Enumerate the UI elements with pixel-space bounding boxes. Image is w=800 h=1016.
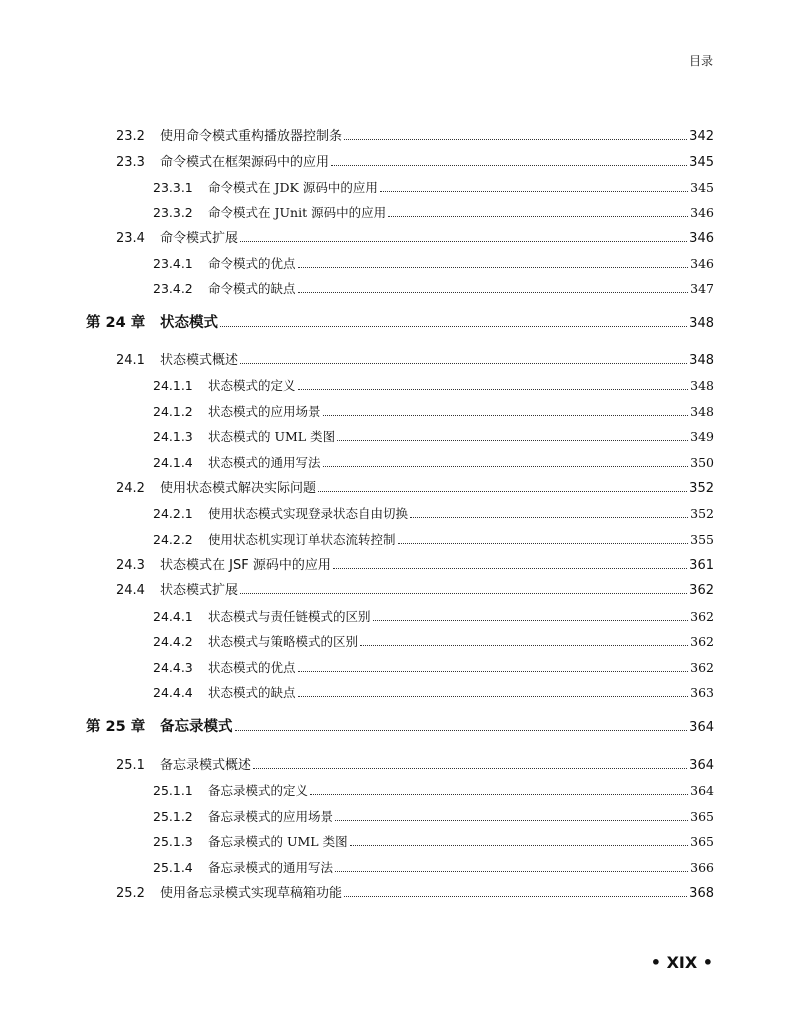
toc-entry-title: 命令模式扩展 [160, 231, 239, 246]
toc-entry-number: 24.1.1 [153, 378, 193, 393]
toc-entry[interactable] [153, 280, 714, 298]
toc-entry-number: 23.4.1 [153, 256, 193, 271]
toc-entry[interactable] [153, 255, 714, 273]
toc-entry-number: 24.2 [116, 481, 145, 496]
toc-entry-number: 24.4.1 [153, 609, 193, 624]
toc-entry-number: 24.3 [116, 558, 145, 573]
toc-entry-title: 备忘录模式 [160, 719, 233, 735]
toc-entry[interactable] [116, 352, 714, 370]
toc-entry-leader [380, 191, 688, 192]
toc-entry-page: 348 [690, 404, 714, 419]
toc-entry-number: 24.4.3 [153, 660, 193, 675]
toc-entry-page: 364 [690, 783, 714, 798]
toc-entry-title: 状态模式的定义 [208, 378, 296, 393]
toc-entry-number: 25.1.3 [153, 834, 193, 849]
toc-entry[interactable] [116, 757, 714, 775]
toc-entry[interactable] [116, 557, 714, 575]
toc-entry-leader [323, 466, 689, 467]
toc-entry-title: 命令模式在框架源码中的应用 [160, 155, 330, 170]
toc-entry-leader [350, 845, 689, 846]
toc-entry-number: 23.2 [116, 129, 145, 144]
toc-entry-page: 345 [689, 155, 714, 170]
toc-entry-title: 使用状态机实现订单状态流转控制 [208, 532, 396, 547]
toc-entry-page: 368 [689, 886, 714, 901]
page-header: 目录 [688, 54, 713, 68]
toc-entry-leader [298, 267, 689, 268]
toc-entry[interactable] [153, 428, 714, 446]
toc-entry-leader [235, 730, 688, 731]
toc-entry-page: 365 [690, 834, 714, 849]
toc-entry-leader [298, 696, 689, 697]
toc-entry-page: 346 [690, 256, 714, 271]
toc-entry-title: 使用状态模式解决实际问题 [160, 481, 317, 496]
toc-entry-page: 346 [690, 205, 714, 220]
toc-entry-leader [240, 363, 687, 364]
toc-entry[interactable] [116, 582, 714, 600]
toc-entry-title: 状态模式与策略模式的区别 [208, 634, 359, 649]
toc-entry[interactable] [116, 480, 714, 498]
toc-entry-number: 24.1.3 [153, 429, 193, 444]
toc-entry[interactable] [153, 179, 714, 197]
toc-entry-title: 状态模式在 JSF 源码中的应用 [160, 558, 331, 573]
toc-entry-number: 第 24 章 [86, 315, 146, 331]
toc-entry-number: 25.1.2 [153, 809, 193, 824]
toc-entry-page: 352 [689, 481, 714, 496]
toc-entry[interactable] [153, 608, 714, 626]
toc-entry-number: 24.1.4 [153, 455, 193, 470]
toc-entry-title: 状态模式概述 [160, 353, 239, 368]
toc-entry-page: 347 [690, 281, 714, 296]
toc-entry-number: 24.1.2 [153, 404, 193, 419]
toc-entry-page: 342 [689, 129, 714, 144]
toc-entry-title: 状态模式的 UML 类图 [208, 429, 336, 444]
toc-entry[interactable] [116, 230, 714, 248]
toc-entry-page: 355 [690, 532, 714, 547]
toc-entry-title: 备忘录模式概述 [160, 758, 252, 773]
toc-entry[interactable] [153, 782, 714, 800]
toc-entry[interactable] [153, 204, 714, 222]
toc-entry-page: 350 [690, 455, 714, 470]
toc-entry-leader [344, 139, 687, 140]
toc-entry-page: 366 [690, 860, 714, 875]
toc-entry-number: 25.1 [116, 758, 145, 773]
toc-entry-title: 备忘录模式的通用写法 [208, 860, 334, 875]
toc-entry-page: 363 [690, 685, 714, 700]
toc-entry-title: 状态模式与责任链模式的区别 [208, 609, 371, 624]
toc-entry-leader [337, 440, 688, 441]
toc-entry-page: 349 [690, 429, 714, 444]
toc-entry[interactable] [153, 531, 714, 549]
toc-entry-number: 24.2.2 [153, 532, 193, 547]
toc-entry-leader [373, 620, 689, 621]
toc-entry[interactable] [153, 808, 714, 826]
toc-entry-title: 命令模式的缺点 [208, 281, 296, 296]
toc-entry-page: 362 [690, 660, 714, 675]
toc-entry[interactable] [153, 505, 714, 523]
toc-entry-number: 24.4.4 [153, 685, 193, 700]
toc-entry-title: 状态模式扩展 [160, 583, 239, 598]
toc-entry-leader [240, 593, 687, 594]
toc-entry-leader [335, 820, 688, 821]
toc-entry-page: 362 [689, 583, 714, 598]
toc-entry-number: 23.4 [116, 231, 145, 246]
toc-entry[interactable] [153, 377, 714, 395]
toc-entry-leader [360, 645, 688, 646]
toc-entry-page: 361 [689, 558, 714, 573]
toc-chapter-entry[interactable] [86, 718, 714, 737]
toc-entry-page: 364 [689, 758, 714, 773]
toc-entry-leader [388, 216, 688, 217]
toc-entry-number: 23.4.2 [153, 281, 193, 296]
toc-entry-title: 备忘录模式的应用场景 [208, 809, 334, 824]
toc-entry-leader [310, 794, 688, 795]
toc-entry[interactable] [116, 885, 714, 903]
toc-entry-page: 346 [689, 231, 714, 246]
toc-entry-title: 命令模式在 JDK 源码中的应用 [208, 180, 378, 195]
toc-entry-page: 362 [690, 609, 714, 624]
toc-entry-page: 348 [689, 316, 714, 331]
toc-entry-leader [410, 517, 688, 518]
toc-entry[interactable] [116, 128, 714, 146]
toc-entry-number: 23.3.1 [153, 180, 193, 195]
toc-entry-number: 24.4.2 [153, 634, 193, 649]
toc-entry-leader [333, 568, 687, 569]
toc-entry[interactable] [153, 859, 714, 877]
toc-entry[interactable] [153, 684, 714, 702]
toc-entry-number: 24.1 [116, 353, 145, 368]
toc-entry-number: 23.3 [116, 155, 145, 170]
toc-entry[interactable] [153, 833, 714, 851]
toc-entry-number: 25.1.1 [153, 783, 193, 798]
toc-entry-leader [220, 326, 687, 327]
toc-entry-leader [240, 241, 687, 242]
toc-entry-title: 状态模式的缺点 [208, 685, 296, 700]
toc-entry-leader [298, 389, 689, 390]
toc-entry-leader [298, 292, 689, 293]
toc-entry-number: 23.3.2 [153, 205, 193, 220]
toc-entry-page: 364 [689, 720, 714, 735]
toc-entry-title: 状态模式的优点 [208, 660, 296, 675]
toc-entry-title: 状态模式的应用场景 [208, 404, 321, 419]
toc-entry-leader [398, 543, 689, 544]
toc-entry-number: 24.4 [116, 583, 145, 598]
toc-entry[interactable] [153, 454, 714, 472]
toc-entry-title: 命令模式在 JUnit 源码中的应用 [208, 205, 387, 220]
toc-entry-number: 24.2.1 [153, 506, 193, 521]
toc-entry[interactable] [153, 403, 714, 421]
toc-entry-number: 第 25 章 [86, 719, 146, 735]
toc-entry-number: 25.1.4 [153, 860, 193, 875]
toc-entry-page: 345 [690, 180, 714, 195]
toc-entry-leader [323, 415, 689, 416]
toc-entry-leader [331, 165, 687, 166]
toc-entry-title: 使用命令模式重构播放器控制条 [160, 129, 343, 144]
toc-entry-title: 命令模式的优点 [208, 256, 296, 271]
toc-entry-title: 备忘录模式的定义 [208, 783, 309, 798]
toc-entry-title: 使用备忘录模式实现草稿箱功能 [160, 886, 343, 901]
toc-entry-leader [318, 491, 687, 492]
toc-entry-leader [344, 896, 687, 897]
toc-entry-leader [335, 871, 688, 872]
toc-chapter-entry[interactable] [86, 314, 714, 333]
toc-entry-page: 348 [689, 353, 714, 368]
toc-entry-page: 362 [690, 634, 714, 649]
toc-entry-title: 状态模式的通用写法 [208, 455, 321, 470]
toc-entry-title: 状态模式 [160, 315, 218, 331]
toc-entry[interactable] [153, 633, 714, 651]
toc-entry-number: 25.2 [116, 886, 145, 901]
toc-entry-page: 348 [690, 378, 714, 393]
toc-entry[interactable] [116, 154, 714, 172]
toc-entry-page: 365 [690, 809, 714, 824]
toc-entry-title: 备忘录模式的 UML 类图 [208, 834, 348, 849]
toc-entry-title: 使用状态模式实现登录状态自由切换 [208, 506, 409, 521]
toc-entry[interactable] [153, 659, 714, 677]
page-number: • XIX • [650, 953, 713, 972]
toc-entry-leader [298, 671, 689, 672]
toc-entry-page: 352 [690, 506, 714, 521]
toc-entry-leader [253, 768, 687, 769]
